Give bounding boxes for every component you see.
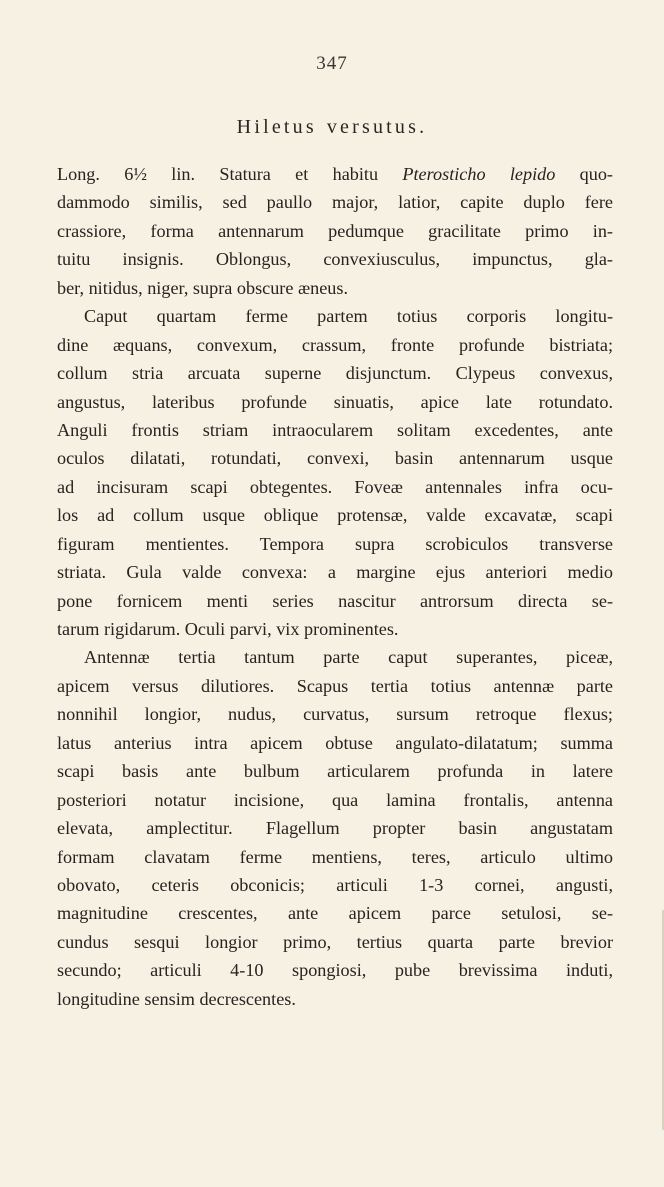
text-line: los ad collum usque oblique protensæ, valde excavatæ, scapi [57,505,613,526]
genus-name: Hiletus [236,116,317,138]
text-line: dammodo similis, sed paullo major, latior, capite duplo fere [57,192,613,213]
text-line: Long. 6½ lin. Statura et habitu Pterosticho lepido quo- [57,164,613,184]
text-line: oculos dilatati, rotundati, convexi, basin antennarum usque [57,448,613,469]
species-name: versutus. [326,116,428,138]
text-line: latus anterius intra apicem obtuse angulato-dilatatum; summa [57,732,613,753]
text-line: tarum rigidarum. Oculi parvi, vix prominentes. [57,619,399,639]
text-line: magnitudine crescentes, ante apicem parce setulosi, se- [57,903,613,924]
text-line: secundo; articuli 4-10 spongiosi, pube brevissima induti, [57,960,613,981]
text-line: dine æquans, convexum, crassum, fronte profunde bistriata; [57,334,613,355]
text-line: Anguli frontis striam intraocularem solitam excedentes, ante [57,419,613,440]
text-line: striata. Gula valde convexa: a margine ejus anteriori medio [57,562,613,583]
text-line: ad incisuram scapi obtegentes. Foveæ antennales infra ocu- [57,476,613,497]
text-line: longitudine sensim decrescentes. [57,988,296,1009]
text-line: elevata, amplectitur. Flagellum propter basin angustatam [57,818,613,839]
text-line: pone fornicem menti series nascitur antrorsum directa se- [57,590,613,611]
species-title [0,116,664,139]
text-line: apicem versus dilutiores. Scapus tertia totius antennæ parte [57,675,613,696]
text-line: Caput quartam ferme partem totius corporis longitu- [84,306,613,327]
text-line: crassiore, forma antennarum pedumque gracilitate primo in- [57,220,613,241]
text-line: scapi basis ante bulbum articularem profunda in latere [57,761,613,782]
text-line: obovato, ceteris obconicis; articuli 1-3 cornei, angusti, [57,874,613,895]
text-line: formam clavatam ferme mentiens, teres, articulo ultimo [57,846,613,867]
text-line: cundus sesqui longior primo, tertius quarta parte brevior [57,931,613,952]
text-line: ber, nitidus, niger, supra obscure æneus. [57,277,348,298]
italic-taxon: Pterosticho lepido [402,164,556,184]
text-line: angustus, lateribus profunde sinuatis, apice late rotundato. [57,391,613,412]
text-line: Antennæ tertia tantum parte caput superantes, piceæ, [84,647,613,668]
text-line: posteriori notatur incisione, qua lamina frontalis, antenna [57,789,613,810]
text-line: tuitu insignis. Oblongus, convexiusculus, impunctus, gla- [57,249,613,270]
text-line: figuram mentientes. Tempora supra scrobiculos transverse [57,533,613,554]
description-text [57,160,613,1013]
text-line: nonnihil longior, nudus, curvatus, sursum retroque flexus; [57,704,613,725]
text-line: collum stria arcuata superne disjunctum. Clypeus convexus, [57,363,613,384]
page-number: 347 [316,53,348,74]
